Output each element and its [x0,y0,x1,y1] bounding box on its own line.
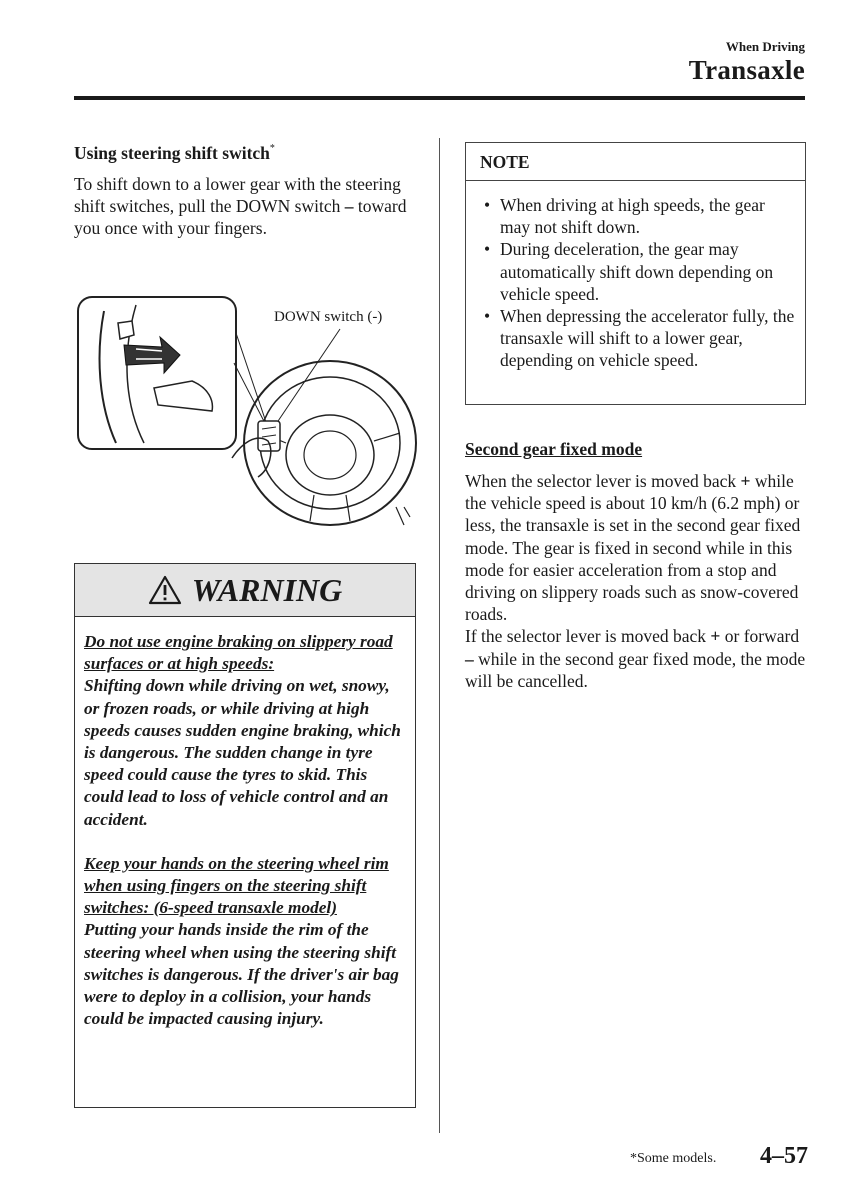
note-list [466,181,805,372]
note-item: • When depressing the accelerator fully, the transaxle will shift to a lower gear, depending on vehicle speed. [480,305,795,372]
footnote: *Some models. [630,1151,717,1166]
second-gear-text-4: or forward [724,626,800,647]
warning-heading-2: Keep your hands on the steering wheel rim when using fingers on the steering shift switches: (6-speed transaxle model) [84,853,389,918]
second-gear-section [465,437,810,692]
page-title: Transaxle [688,55,805,85]
second-gear-text-3: If the selector lever is moved back [465,626,707,647]
warning-title: WARNING [191,571,343,608]
plus-symbol: + [710,626,721,647]
down-switch-label: DOWN switch (-) [274,309,383,325]
intro-text-1: To shift down to a lower gear with the steering shift switches, pull the DOWN switch [74,174,401,217]
steering-wheel-drawing [74,293,419,538]
warning-text-2: Putting your hands inside the rim of the steering wheel when using the steering shift switches is dangerous. If the driver's air bag were to deploy in a collision, your hands could be impacted causing injury. [84,920,399,1029]
second-gear-text-5: while in the second gear fixed mode, the mode will be cancelled. [465,648,806,691]
intro-paragraph [74,173,419,240]
section-heading [74,140,419,166]
minus-symbol: – [344,196,354,217]
footnote-mark: * [269,143,275,154]
note-title: NOTE [466,143,805,181]
second-gear-heading: Second gear fixed mode [465,439,643,459]
second-gear-paragraph [465,470,810,692]
note-box [465,142,806,405]
note-item: • During deceleration, the gear may automatically shift down depending on vehicle speed. [480,238,795,305]
minus-symbol: – [465,648,474,669]
header-rule [74,96,805,100]
column-divider [439,138,440,1133]
left-column [74,140,419,240]
warning-triangle-icon [148,575,182,605]
warning-text-1: Shifting down while driving on wet, snowy, or frozen roads, or while driving at high speeds causes sudden engine braking, which is dangerous. The sudden change in tyre speed could cause the tyres to skid. This could lead to loss of vehicle control and an accident. [84,676,401,829]
intro-text-2: toward you once with your fingers. [74,196,407,239]
warning-box [74,563,416,1108]
plus-symbol: + [740,471,751,491]
section-heading-text: Using steering shift switch [74,143,270,163]
note-item: • When driving at high speeds, the gear may not shift down. [480,194,795,238]
page-number: 4–57 [760,1143,808,1169]
header-section-label: When Driving [725,39,805,54]
warning-body [75,617,415,1030]
second-gear-text-1: When the selector lever is moved back [465,471,737,491]
warning-header [75,564,415,617]
warning-heading-1: Do not use engine braking on slippery road surfaces or at high speeds: [84,632,393,674]
warning-spacer [84,831,406,853]
second-gear-text-2: while the vehicle speed is about 10 km/h (6.2 mph) or less, the transaxle is set in the second gear fixed mode. The gear is fixed in second while in this mode for easier acceleration from a stop and driving on slippery roads such as snow-covered roads. [465,471,801,625]
steering-wheel-illustration [74,293,419,538]
